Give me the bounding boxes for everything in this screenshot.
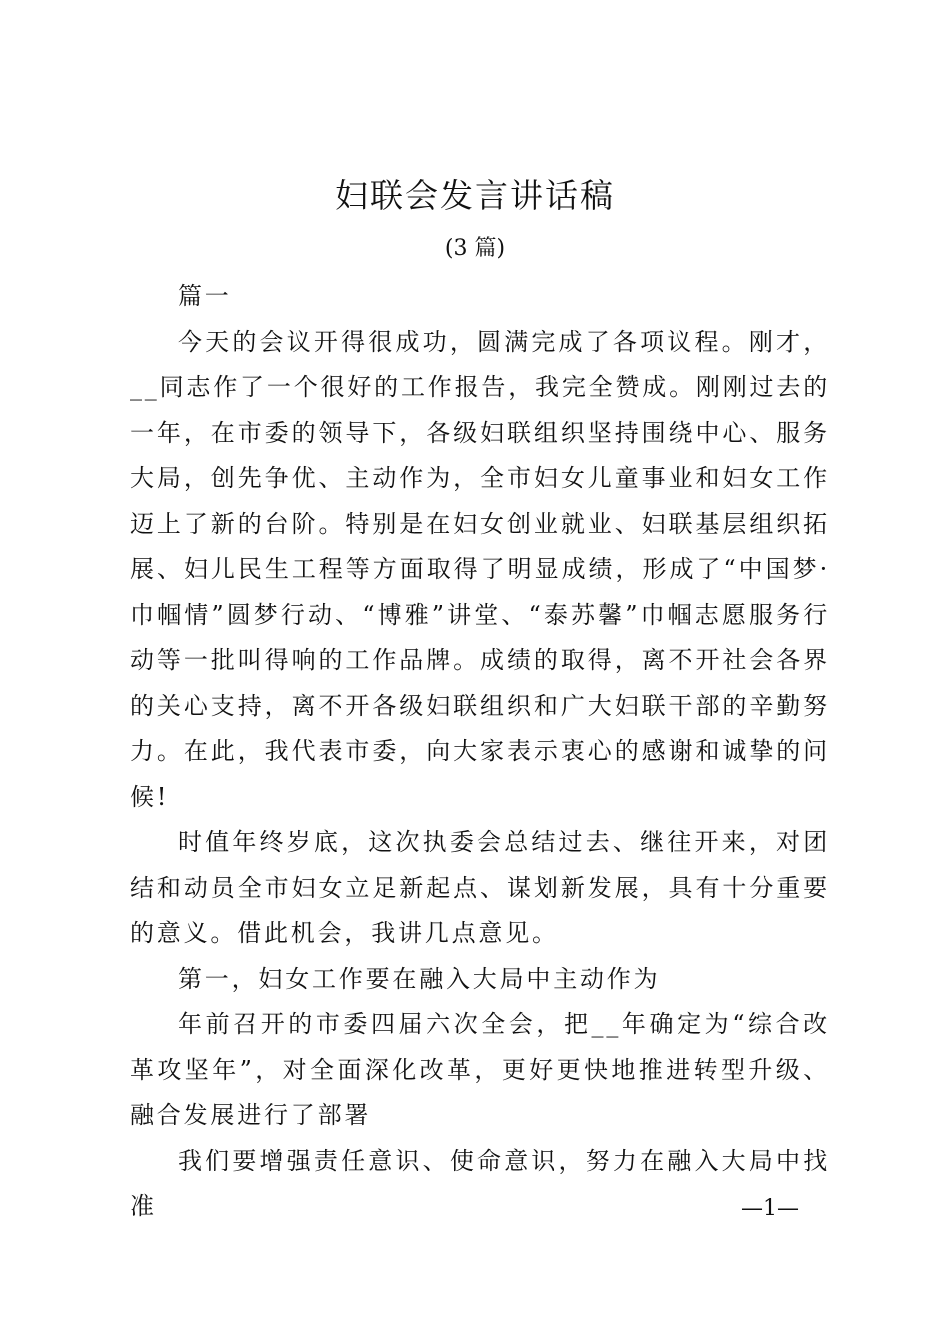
page-number: —1— (741, 1196, 799, 1221)
paragraph-2: 时值年终岁底，这次执委会总结过去、继往开来，对团结和动员全市妇女立足新起点、谋划新发展，具有十分重要的意义。借此机会，我讲几点意见。 (130, 828, 830, 947)
paragraph-1: 今天的会议开得很成功，圆满完成了各项议程。刚才，__同志作了一个很好的工作报告，我完全赞成。刚刚过去的一年，在市委的领导下，各级妇联组织坚持围绕中心、服务大局，创先争优、主动作为，全市妇女儿童事业和妇女工作迈上了新的台阶。特别是在妇女创业就业、妇联基层组织拓展、妇儿民生工程等方面取得了明显成绩，形成了“中国梦·巾帼情”圆梦行动、“博雅”讲堂、“泰苏馨”巾帼志愿服务行动等一批叫得响的工作品牌。成绩的取得，离不开社会各界的关心支持，离不开各级妇联组织和广大妇联干部的辛勤努力。在此，我代表市委，向大家表示衷心的感谢和诚挚的问候! (130, 327, 830, 811)
document-title: 妇联会发言讲话稿 (335, 176, 615, 215)
document-subtitle: (3 篇) (444, 236, 506, 261)
heading-one: 第一，妇女工作要在融入大局中主动作为 (178, 964, 661, 993)
section-label: 篇一 (178, 282, 232, 310)
paragraph-4: 我们要增强责任意识、使命意识，努力在融入大局中找准 (130, 1146, 830, 1220)
document-body (130, 274, 830, 1230)
paragraph-3: 年前召开的市委四届六次全会，把__年确定为“综合改革攻坚年”，对全面深化改革，更好更快地推进转型升级、融合发展进行了部署 (130, 1010, 830, 1129)
